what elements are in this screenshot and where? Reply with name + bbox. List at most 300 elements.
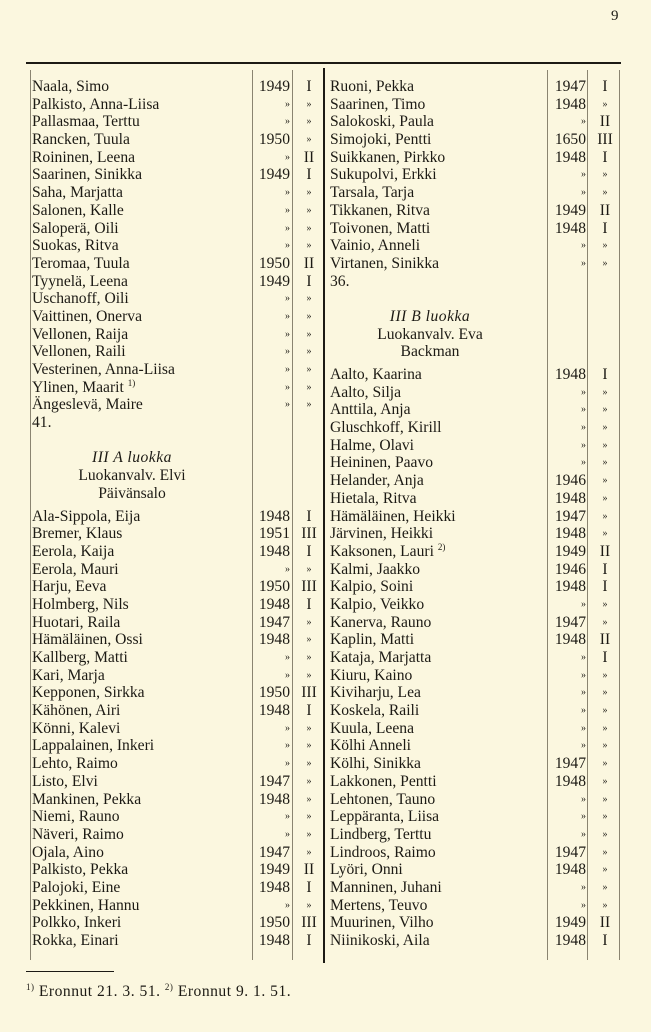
student-name-text: Kölhi Anneli: [330, 737, 411, 755]
grade: I: [306, 78, 312, 95]
student-name: [32, 737, 252, 755]
student-name-text: Lehtonen, Tauno: [330, 790, 436, 808]
class-teacher: Luokanvalv. Elvi: [78, 467, 186, 485]
grade: »: [306, 846, 312, 858]
student-name-text: Muurinen, Vilho: [330, 914, 434, 932]
grade: »: [306, 793, 312, 805]
birth-year: 1947: [554, 755, 586, 773]
student-name: [330, 419, 548, 437]
student-name-text: Harju, Eeva: [32, 578, 107, 596]
student-name-text: Anttila, Anja: [330, 401, 411, 419]
grade: II: [599, 914, 611, 932]
student-name: [32, 78, 252, 96]
student-row: [32, 808, 324, 826]
student-name-text: Pallasmaa, Terttu: [32, 113, 140, 131]
left-margin-rule: [30, 70, 31, 960]
student-name-text: Suokas, Ritva: [32, 237, 119, 255]
birth-year: »: [285, 652, 290, 664]
birth-year: »: [285, 399, 290, 411]
birth-year: »: [285, 381, 290, 393]
grade: III: [301, 684, 317, 702]
student-row: [32, 773, 324, 791]
student-row: [32, 844, 324, 862]
grade: »: [306, 240, 312, 252]
grade: I: [306, 542, 312, 560]
student-name-text: Ruoni, Pekka: [330, 78, 415, 95]
student-row: [330, 773, 620, 791]
student-row: [330, 844, 620, 862]
student-name: [32, 649, 252, 667]
student-name-text: Saloperä, Oili: [32, 219, 119, 237]
grade: »: [306, 399, 312, 411]
student-name: [32, 755, 252, 773]
student-name-text: Uschanoff, Oili: [32, 290, 129, 308]
birth-year: »: [581, 793, 586, 805]
student-name: [330, 561, 548, 579]
birth-year: »: [581, 422, 586, 434]
birth-year: 1949: [258, 166, 290, 184]
student-name-text: Lyöri, Onni: [330, 861, 403, 879]
student-name: [32, 844, 252, 862]
student-row: [32, 543, 324, 561]
student-name-text: Roininen, Leena: [32, 148, 136, 166]
birth-year: 1948: [554, 219, 586, 237]
grade: II: [303, 254, 315, 272]
student-name: [32, 808, 252, 826]
student-row: [32, 166, 324, 184]
spacer: [32, 432, 324, 450]
student-name-text: Polkko, Inkeri: [32, 914, 122, 932]
birth-year: 1949: [258, 78, 290, 95]
student-name: [330, 543, 548, 561]
student-name: [32, 237, 252, 255]
student-name-text: Heininen, Paavo: [330, 454, 434, 472]
student-row: [32, 96, 324, 114]
student-name: [32, 131, 252, 149]
student-row: [330, 472, 620, 490]
student-row: [330, 596, 620, 614]
grade: »: [306, 616, 312, 628]
birth-year: »: [285, 204, 290, 216]
grade: »: [602, 722, 608, 734]
student-name-text: Lehto, Raimo: [32, 755, 118, 773]
student-name: [330, 879, 548, 897]
grade: »: [602, 457, 608, 469]
grade: »: [602, 846, 608, 858]
grade: »: [602, 240, 608, 252]
student-row: [32, 932, 324, 950]
grade: »: [306, 364, 312, 375]
grade: II: [303, 148, 315, 166]
student-row: [32, 220, 324, 238]
student-name: [32, 308, 252, 326]
student-name: [32, 773, 252, 791]
right-count: 36.: [330, 272, 350, 290]
birth-year: »: [285, 98, 290, 110]
student-name-text: Sukupolvi, Erkki: [330, 166, 437, 184]
student-name: [330, 914, 548, 932]
grade: »: [306, 899, 312, 911]
student-row: [330, 649, 620, 667]
student-name-text: Vaittinen, Onerva: [32, 307, 142, 325]
student-row: [32, 720, 324, 738]
student-name: [330, 96, 548, 114]
student-name-text: Simojoki, Pentti: [330, 131, 432, 149]
student-name: [32, 396, 252, 414]
student-name: [330, 149, 548, 167]
footnote-2-text: Eronnut 9. 1. 51.: [173, 983, 292, 1000]
student-name-text: Vainio, Anneli: [330, 237, 421, 255]
student-row: [32, 149, 324, 167]
student-name-text: Ojala, Aino: [32, 843, 104, 861]
student-row: [32, 702, 324, 720]
student-name-text: Järvinen, Heikki: [330, 525, 434, 543]
student-name: [32, 897, 252, 915]
grade: »: [306, 722, 312, 734]
grade: I: [306, 507, 312, 525]
student-row: [32, 343, 324, 361]
student-name-text: Ylinen, Maarit: [32, 378, 124, 396]
grade: III: [597, 131, 613, 149]
student-name-text: Kanerva, Rauno: [330, 613, 432, 631]
student-row: [330, 166, 620, 184]
birth-year: 1948: [554, 932, 586, 950]
birth-year: »: [581, 899, 586, 911]
student-name-text: Kalpio, Soini: [330, 578, 414, 596]
student-name: [330, 773, 548, 791]
birth-year: 1948: [554, 95, 586, 113]
student-row: [330, 437, 620, 455]
grade: »: [306, 328, 312, 340]
grade: »: [306, 669, 312, 681]
student-name: [330, 237, 548, 255]
student-name-text: Manninen, Juhani: [330, 878, 442, 896]
student-name-text: Tyynelä, Leena: [32, 272, 128, 290]
birth-year: 1947: [554, 78, 586, 95]
grade: »: [602, 528, 608, 540]
student-name-text: Kölhi, Sinikka: [330, 755, 421, 773]
grade: »: [602, 828, 608, 840]
student-name: [32, 543, 252, 561]
grade: »: [306, 204, 312, 216]
student-name-text: Palkisto, Pekka: [32, 861, 129, 879]
student-name-text: Leppäranta, Liisa: [330, 808, 440, 826]
grade: »: [306, 381, 312, 393]
student-name-text: Hämäläinen, Heikki: [330, 507, 456, 525]
birth-year: »: [581, 439, 586, 451]
student-name: [330, 897, 548, 915]
student-name: [32, 684, 252, 702]
student-name-text: Niemi, Rauno: [32, 808, 120, 826]
grade: »: [602, 422, 608, 434]
footnote-ref: 2): [437, 542, 446, 552]
student-name-text: Eerola, Kaija: [32, 542, 115, 560]
student-name: [330, 755, 548, 773]
student-name-text: Helander, Anja: [330, 472, 424, 490]
birth-year: »: [581, 652, 586, 664]
student-name: [32, 149, 252, 167]
birth-year: »: [581, 687, 586, 699]
student-name-text: Mertens, Teuvo: [330, 896, 428, 914]
birth-year: »: [581, 169, 586, 181]
student-name-text: Kähönen, Airi: [32, 702, 121, 720]
grade: I: [306, 702, 312, 720]
grade: »: [602, 510, 608, 522]
grade: »: [306, 652, 312, 664]
student-name: [32, 96, 252, 114]
student-name: [330, 472, 548, 490]
student-name: [330, 844, 548, 862]
student-row: [32, 914, 324, 932]
birth-year: »: [581, 740, 586, 752]
student-name: [330, 131, 548, 149]
grade: »: [306, 775, 312, 787]
student-name: [330, 384, 548, 402]
birth-year: 1948: [554, 148, 586, 166]
student-name-text: Listo, Elvi: [32, 772, 98, 790]
student-name-text: Virtanen, Sinikka: [330, 254, 440, 272]
birth-year: 1948: [258, 790, 290, 808]
student-name: [32, 508, 252, 526]
birth-year: 1948: [554, 772, 586, 790]
grade: I: [602, 649, 608, 667]
grade: »: [306, 563, 312, 575]
student-name: [32, 631, 252, 649]
grade: »: [602, 169, 608, 181]
student-name: [330, 525, 548, 543]
student-name: [330, 78, 548, 96]
section-title: III B luokka: [389, 307, 471, 325]
birth-year: »: [581, 240, 586, 252]
student-row: [32, 290, 324, 308]
birth-year: »: [581, 404, 586, 416]
grade: II: [599, 631, 611, 649]
student-name: [32, 273, 252, 291]
student-row: [330, 720, 620, 738]
grade: »: [602, 669, 608, 681]
student-row: [32, 737, 324, 755]
student-name: [32, 702, 252, 720]
footnote-1-text: Eronnut 21. 3. 51.: [34, 983, 165, 1000]
birth-year: 1947: [554, 613, 586, 631]
grade: »: [306, 116, 312, 128]
student-name-text: Kaksonen, Lauri: [330, 542, 434, 560]
student-name: [330, 720, 548, 738]
student-row: [32, 684, 324, 702]
student-name: [330, 684, 548, 702]
grade: I: [306, 595, 312, 613]
birth-year: »: [581, 828, 586, 840]
student-name-text: Lindroos, Raimo: [330, 843, 436, 861]
student-row: [32, 578, 324, 596]
student-name: [330, 667, 548, 685]
student-name-text: Näveri, Raimo: [32, 825, 124, 843]
grade: II: [599, 201, 611, 219]
birth-year: 1949: [554, 201, 586, 219]
student-name-text: Koskela, Raili: [330, 702, 420, 720]
right-column: [330, 78, 620, 950]
birth-year: »: [285, 811, 290, 823]
footnote-2-mark: 2): [164, 981, 174, 992]
birth-year: 1650: [554, 131, 586, 149]
birth-year: 1947: [554, 843, 586, 861]
birth-year: 1948: [258, 542, 290, 560]
birth-year: 1950: [258, 578, 290, 596]
birth-year: »: [285, 899, 290, 911]
grade: »: [602, 775, 608, 787]
student-name-text: Saha, Marjatta: [32, 184, 123, 202]
student-row: [330, 184, 620, 202]
student-name-text: Tarsala, Tarja: [330, 184, 415, 202]
grade: »: [602, 386, 608, 398]
student-name-text: Suikkanen, Pirkko: [330, 148, 446, 166]
birth-year: 1946: [554, 472, 586, 490]
birth-year: 1950: [258, 914, 290, 932]
grade: »: [306, 740, 312, 752]
student-name: [330, 401, 548, 419]
student-row: [32, 791, 324, 809]
student-name-text: Aalto, Kaarina: [330, 366, 422, 384]
birth-year: »: [581, 386, 586, 398]
student-name: [32, 861, 252, 879]
student-row: [330, 808, 620, 826]
grade: I: [306, 932, 312, 950]
birth-year: 1948: [258, 631, 290, 649]
section-title: III A luokka: [92, 449, 172, 467]
student-row: [330, 525, 620, 543]
birth-year: »: [581, 705, 586, 717]
grade: »: [602, 793, 608, 805]
student-name-text: Kalpio, Veikko: [330, 595, 425, 613]
student-name: [32, 561, 252, 579]
student-row: [330, 149, 620, 167]
student-name: [32, 914, 252, 932]
grade: I: [602, 148, 608, 166]
birth-year: »: [285, 222, 290, 234]
student-row: [330, 861, 620, 879]
student-name: [330, 649, 548, 667]
student-name: [32, 932, 252, 950]
grade: I: [306, 878, 312, 896]
student-name-text: Lappalainen, Inkeri: [32, 737, 155, 755]
student-name-text: Kari, Marja: [32, 666, 105, 684]
birth-year: 1948: [554, 525, 586, 543]
grade: »: [602, 899, 608, 911]
student-name-text: Kuula, Leena: [330, 719, 414, 737]
student-name: [32, 220, 252, 238]
student-row: [330, 96, 620, 114]
student-row: [32, 561, 324, 579]
student-row: [330, 578, 620, 596]
student-name-text: Salokoski, Paula: [330, 113, 434, 131]
birth-year: »: [285, 328, 290, 340]
grade: »: [306, 634, 312, 646]
student-row: [32, 396, 324, 414]
student-row: [330, 113, 620, 131]
birth-year: »: [581, 187, 586, 199]
student-name-text: Kiuru, Kaino: [330, 666, 413, 684]
student-row: [32, 255, 324, 273]
student-name: [32, 255, 252, 273]
student-name-text: Rancken, Tuula: [32, 131, 130, 149]
birth-year: 1949: [554, 542, 586, 560]
student-name: [330, 366, 548, 384]
student-name: [32, 184, 252, 202]
student-row: [32, 596, 324, 614]
student-name: [330, 932, 548, 950]
birth-year: 1949: [258, 272, 290, 290]
birth-year: »: [285, 293, 290, 305]
grade: III: [301, 525, 317, 543]
student-name-text: Saarinen, Timo: [330, 95, 426, 113]
student-name-text: Kiviharju, Lea: [330, 684, 421, 702]
grade: I: [602, 219, 608, 237]
birth-year: »: [285, 240, 290, 252]
student-name-text: Könni, Kalevi: [32, 719, 121, 737]
student-row: [32, 78, 324, 96]
student-row: [32, 755, 324, 773]
student-name: [330, 861, 548, 879]
student-row: [330, 220, 620, 238]
birth-year: »: [581, 881, 586, 893]
student-name: [330, 808, 548, 826]
student-name-text: Kepponen, Sirkka: [32, 684, 145, 702]
student-row: [32, 897, 324, 915]
student-row: [32, 326, 324, 344]
student-name: [330, 202, 548, 220]
birth-year: »: [581, 457, 586, 469]
student-row: [32, 237, 324, 255]
birth-year: »: [285, 187, 290, 199]
birth-year: 1948: [258, 702, 290, 720]
birth-year: »: [581, 722, 586, 734]
spacer: [330, 290, 620, 308]
student-name: [330, 737, 548, 755]
left-count: 41.: [32, 414, 52, 432]
grade: »: [602, 98, 608, 110]
grade: »: [306, 293, 312, 305]
student-name: [32, 202, 252, 220]
student-row: [330, 702, 620, 720]
student-name-text: Naala, Simo: [32, 78, 110, 95]
grade: II: [599, 542, 611, 560]
student-name: [32, 343, 252, 361]
student-row: [32, 184, 324, 202]
student-name-text: Aalto, Silja: [330, 383, 402, 401]
student-name: [330, 113, 548, 131]
student-row: [32, 273, 324, 291]
birth-year: 1948: [554, 861, 586, 879]
birth-year: 1947: [258, 843, 290, 861]
birth-year: 1946: [554, 560, 586, 578]
student-row: [330, 631, 620, 649]
student-name-text: Teromaa, Tuula: [32, 254, 130, 272]
student-name: [330, 702, 548, 720]
student-name: [32, 361, 252, 379]
birth-year: 1950: [258, 684, 290, 702]
grade: »: [602, 492, 608, 504]
grade: »: [306, 134, 312, 146]
grade: I: [602, 78, 608, 95]
student-name: [330, 578, 548, 596]
grade: »: [602, 864, 608, 876]
birth-year: »: [285, 116, 290, 128]
birth-year: 1949: [554, 914, 586, 932]
student-name: [330, 454, 548, 472]
student-name: [32, 525, 252, 543]
student-name-text: Kallberg, Matti: [32, 649, 128, 667]
student-name-text: Niinikoski, Aila: [330, 932, 430, 950]
